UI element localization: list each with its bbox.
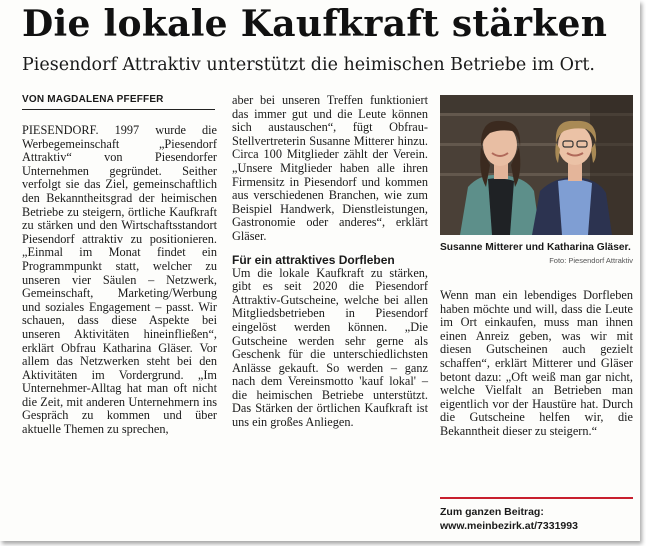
photo-caption: Susanne Mitterer und Katharina Gläser. [440, 242, 631, 253]
photo-credit: Foto: Piesendorf Attraktiv [549, 256, 633, 265]
section-heading: Für ein attraktives Dorfleben [232, 252, 395, 267]
column-3-text: Wenn man ein lebendiges Dorfleben haben möchte und will, dass die Leute im Ort einkaufen, muss man ihnen einen Anreiz geben, was wir mit diesen Gutscheinen auch gezielt schaffen“, erklärt Mitterer und Gläser betont dazu: „Oft weiß man gar nicht, welche Vielfalt an Betrieben man eigentlich vor der Haustüre hat. Durch die Gutscheine helfen wir, die Bekanntheit dieser zu steigern.“ [440, 288, 633, 438]
headline: Die lokale Kaufkraft stärken [22, 3, 608, 45]
footer-link-box [440, 497, 633, 533]
subheadline: Piesendorf Attraktiv unterstützt die heimischen Betriebe im Ort. [22, 55, 595, 75]
column-1-text: PIESENDORF. 1997 wurde die Werbegemeinschaft „Piesendorf Attraktiv“ von Piesendorfer Unternehmen gegründet. Seither verfolgt sie das Ziel, gemeinschaftlich den Bekanntheitsgrad der heimischen Betriebe zu steigern, örtliche Kaufkraft zu stärken und den Wirtschaftsstandort Piesendorf attraktiv zu positionieren. „Einmal im Monat findet ein Programmpunkt statt, welcher zu unseren vier Säulen – Netzwerk, Gemeinschaft, Marketing/Werbung und soziales Engagement – passt. Wir schauen, dass diese Aspekte bei unseren Aktivitäten hineinfließen“, erklärt Obfrau Katharina Gläser. Vor allem das Netzwerken steht bei den Aktivitäten im Vordergrund. „Im Unternehmer-Alltag hat man oft nicht die Zeit, mit anderen Unternehmern ins Gespräch zu kommen und über aktuelle Themen zu sprechen, [22, 123, 217, 437]
article-column-2 [232, 94, 428, 430]
photo-illustration [440, 95, 633, 235]
column-2-paragraph-2: Um die lokale Kaufkraft zu stärken, gibt es seit 2020 die Piesendorf Attraktiv-Gutscheine, welche bei allen Mitgliedsbetrieben in Piesendorf eingelöst werden können. „Die Gutscheine werden sehr gerne als Geschenk für die unterschiedlichsten Anlässe gekauft. So werden – ganz nach dem Vereinsmotto 'kauf lokal' – die heimischen Betriebe unterstützt. Das Stärken der örtlichen Kaufkraft ist uns ein großes Anliegen. [232, 265, 428, 430]
article-column-1 [22, 124, 217, 437]
column-2-paragraph-1: aber bei unseren Treffen funktioniert das immer gut und die Leute können sich austauschen“, fügt Obfrau-Stellvertreterin Susanne Mitterer hinzu. Circa 100 Mitglieder zählt der Verein. „Unsere Mitglieder haben alle ihren Firmensitz in Piesendorf und kommen aus verschiedenen Branchen, wie zum Beispiel Handwerk, Dienstleistungen, Gastronomie oder anderes“, erklärt Gläser. [232, 93, 428, 243]
footer-label: Zum ganzen Beitrag: [440, 506, 544, 518]
article-column-3 [440, 289, 633, 439]
byline: VON MAGDALENA PFEFFER [22, 93, 215, 110]
footer-url[interactable]: www.meinbezirk.at/7331993 [440, 520, 578, 532]
article-photo [440, 95, 633, 235]
